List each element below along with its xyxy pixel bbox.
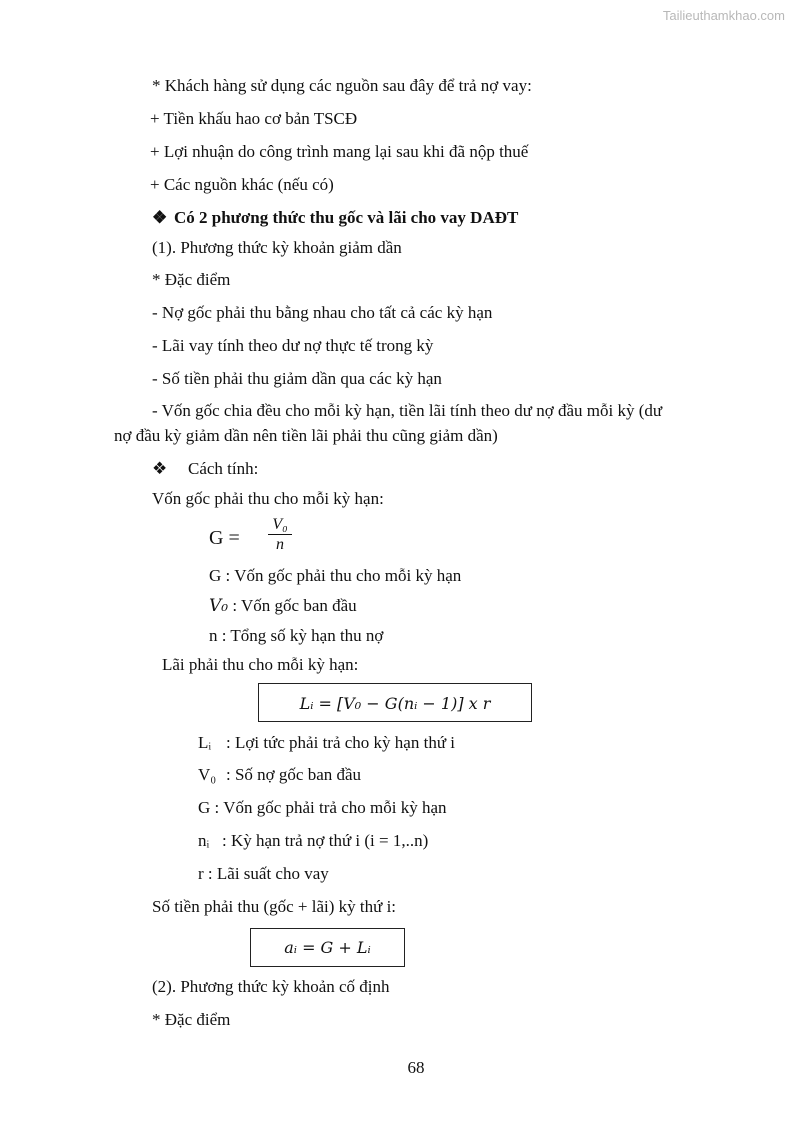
text-line: (1). Phương thức kỳ khoản giảm dần [152, 238, 402, 257]
definition-text: : Lợi tức phải trả cho kỳ hạn thứ i [226, 733, 456, 752]
text-line: - Nợ gốc phải thu bằng nhau cho tất cả các kỳ hạn [152, 303, 493, 322]
text-line: + Các nguồn khác (nếu có) [150, 175, 334, 194]
text-line: Vốn gốc phải thu cho mỗi kỳ hạn: [152, 489, 384, 508]
watermark: Tailieuthamkhao.com [662, 8, 785, 23]
diamond-bullet-icon: ❖ [152, 208, 168, 227]
definition [209, 596, 357, 616]
definition: n : Tổng số kỳ hạn thu nợ [209, 626, 384, 645]
definition [198, 831, 428, 851]
math-symbol: Lᵢ [198, 733, 212, 752]
text-line: + Tiền khấu hao cơ bản TSCĐ [150, 109, 358, 128]
definition: r : Lãi suất cho vay [198, 864, 329, 883]
formula-g-lhs: G = [209, 527, 240, 549]
diamond-bullet-icon: ❖ [152, 459, 168, 478]
definition-text: : Kỳ hạn trả nợ thứ i (i = 1,..n) [222, 831, 429, 850]
text-line: - Lãi vay tính theo dư nợ thực tế trong kỳ [152, 336, 434, 355]
page-number: 68 [407, 1058, 425, 1077]
definition-text: : Vốn gốc ban đầu [232, 596, 357, 615]
section-heading-text: Có 2 phương thức thu gốc và lãi cho vay DAĐT [174, 208, 519, 227]
definition-text: : Số nợ gốc ban đầu [226, 765, 362, 784]
text-line: - Số tiền phải thu giảm dần qua các kỳ hạn [152, 369, 442, 388]
definition [198, 765, 361, 785]
text-line: nợ đầu kỳ giảm dần nên tiền lãi phải thu cũng giảm dần) [114, 426, 498, 445]
formula-li: Lᵢ = [V₀ − G(nᵢ − 1)] x r [299, 694, 491, 713]
definition [198, 733, 455, 753]
formula-g-fraction [268, 515, 292, 554]
definition: G : Vốn gốc phải thu cho mỗi kỳ hạn [209, 566, 462, 585]
text-line: - Vốn gốc chia đều cho mỗi kỳ hạn, tiền lãi tính theo dư nợ đầu mỗi kỳ (dư [152, 401, 663, 420]
math-symbol: V₀ [209, 596, 229, 616]
text-line: Lãi phải thu cho mỗi kỳ hạn: [162, 655, 359, 674]
section-heading [152, 208, 518, 228]
definition: G : Vốn gốc phải trả cho mỗi kỳ hạn [198, 798, 447, 817]
subheading [152, 459, 258, 479]
fraction-denominator: n [276, 536, 284, 554]
math-symbol: nᵢ [198, 831, 210, 850]
formula-ai: aᵢ = G + Lᵢ [284, 938, 371, 957]
text-line: * Khách hàng sử dụng các nguồn sau đây để trả nợ vay: [152, 76, 532, 95]
text-line: Số tiền phải thu (gốc + lãi) kỳ thứ i: [152, 897, 397, 916]
fraction-numerator: V₀ [268, 515, 292, 535]
math-symbol: V₀ [198, 765, 217, 784]
text-line: * Đặc điểm [152, 270, 231, 289]
text-line: (2). Phương thức kỳ khoản cố định [152, 977, 390, 996]
text-line: * Đặc điểm [152, 1010, 231, 1029]
subheading-text: Cách tính: [188, 459, 259, 478]
text-line: + Lợi nhuận do công trình mang lại sau khi đã nộp thuế [150, 142, 529, 161]
